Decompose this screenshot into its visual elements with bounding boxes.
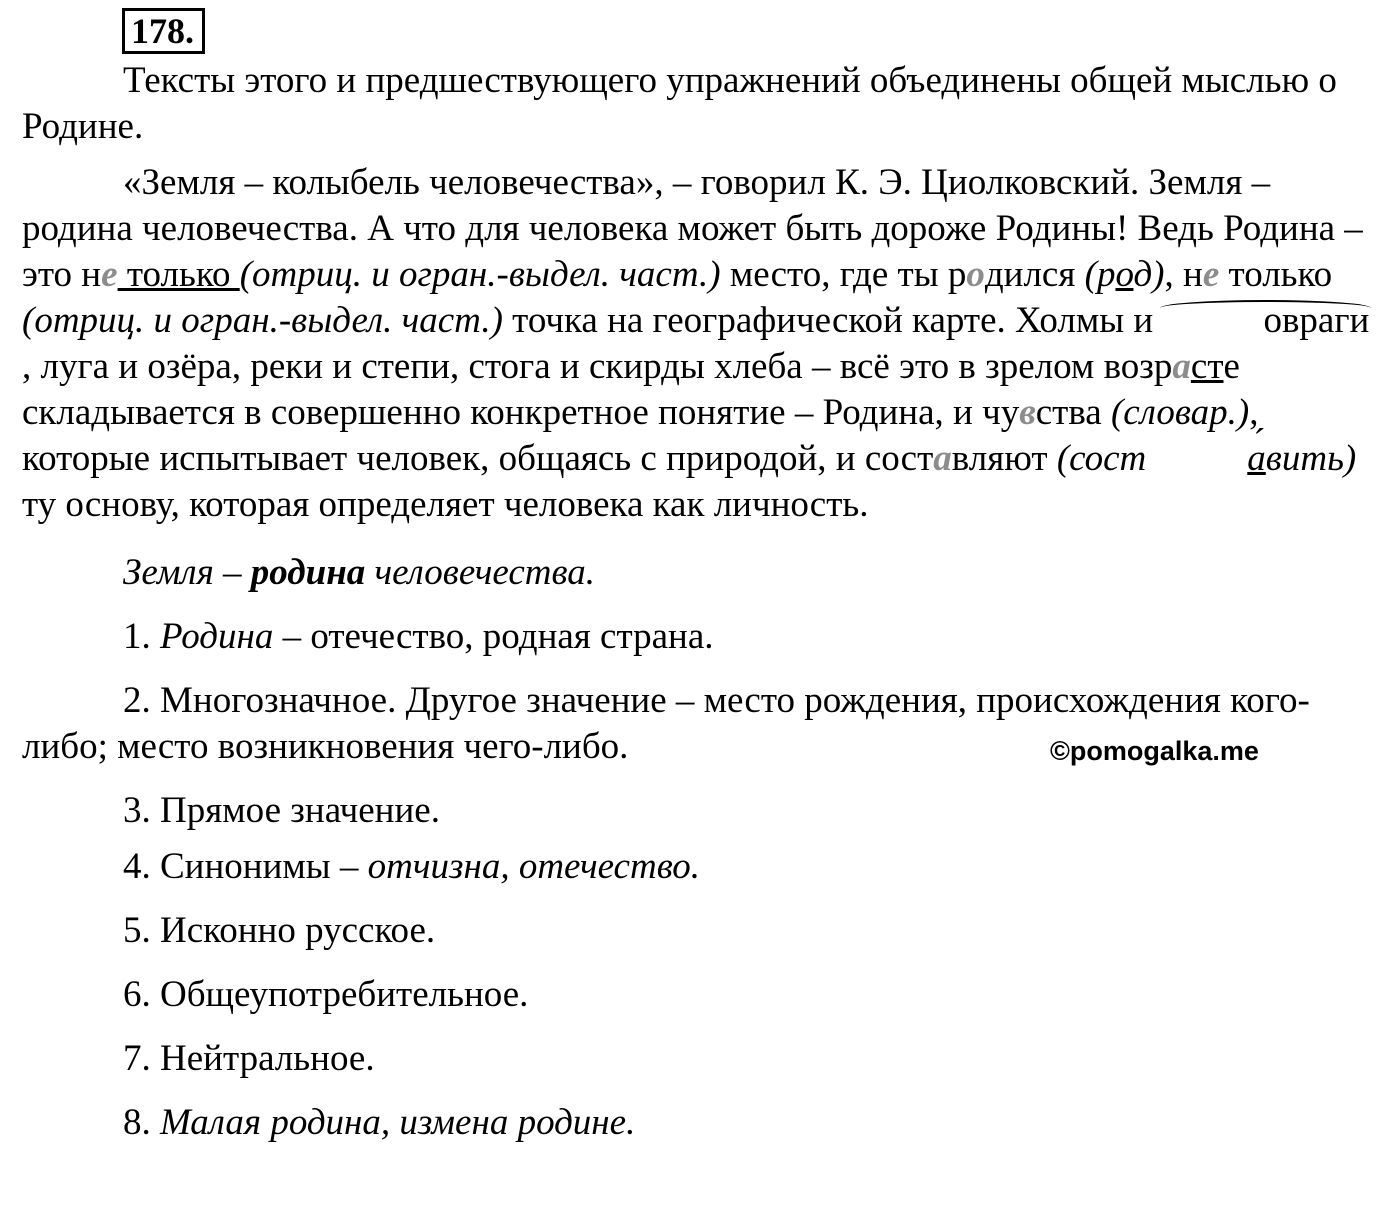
exercise-number: 178. — [122, 8, 205, 54]
main-text-paragraph — [22, 160, 1372, 528]
root-marked-word — [1162, 298, 1369, 344]
analysis-header — [22, 550, 1372, 596]
list-item: 2. Многозначное. Другое значение – место рождения, происхождения кого-либо; место возникновения чего-либо. — [22, 680, 1310, 767]
text-fragment: ства — [1035, 392, 1111, 433]
root-arc — [1160, 300, 1371, 316]
grammar-note — [1085, 254, 1165, 295]
grammar-note: (отриц. и огран.-выдел. част.) — [22, 300, 503, 341]
header-part: Земля – — [123, 552, 251, 593]
underlined-letters: ст — [1190, 346, 1224, 387]
text-fragment: только — [117, 254, 240, 295]
intro-paragraph: Тексты этого и предшествующего упражнений объединены общей мыслью о Родине. — [22, 60, 1337, 147]
inserted-vowel: о — [966, 254, 985, 295]
text-fragment: , н — [1164, 254, 1203, 295]
note-part: о — [1115, 254, 1134, 295]
note-part: (р — [1084, 254, 1116, 295]
header-part: человечества. — [365, 552, 596, 593]
grammar-note: (отриц. и огран.-выдел. част.) — [239, 254, 721, 295]
arc-word-text: овраги — [1263, 300, 1370, 341]
inserted-vowel: е — [1202, 254, 1220, 295]
list-item — [22, 1100, 1372, 1146]
item-number: 8. — [123, 1102, 160, 1143]
text-fragment: вляют — [951, 438, 1057, 479]
exercise-page — [22, 8, 1372, 1146]
note-part: д) — [1133, 254, 1165, 295]
note-part: а ´ — [1146, 436, 1266, 482]
text-fragment: , которые испытывает человек, общаясь с природой, и сост — [22, 392, 1259, 479]
list-item: 6. Общеупотребительное. — [123, 974, 529, 1015]
watermark: ©pomogalka.me — [1050, 736, 1259, 766]
inserted-vowel: а — [933, 438, 952, 479]
item-number: 1. — [123, 616, 160, 657]
item-synonyms: отчизна, отечество. — [367, 846, 701, 887]
text-fragment: только — [1219, 254, 1333, 295]
item-number: 4. Синонимы – — [123, 846, 368, 887]
analyzed-word: родина — [250, 552, 366, 593]
inserted-vowel: а — [1172, 346, 1191, 387]
list-item: 5. Исконно русское. — [123, 910, 436, 951]
item-term: Родина — [160, 616, 274, 657]
text-fragment: место, где ты р — [720, 254, 967, 295]
note-part: (сост — [1056, 438, 1147, 479]
text-fragment: точка на географической карте. Холмы и — [502, 300, 1163, 341]
text-fragment: е складывается в совершенно конкретное понятие – Родина, и чу — [22, 346, 1240, 433]
text-fragment: «Земля – колыбель человечества», – говорил К. Э. Циолковский. Земля – родина человечества. А что для человека может быть дороже Родины! Ведь Родина – это н — [22, 162, 1363, 295]
list-item — [22, 614, 1372, 660]
text-fragment: дился — [984, 254, 1085, 295]
inserted-vowel: е — [101, 254, 118, 295]
inserted-vowel: в — [1019, 392, 1036, 433]
item-phrases: Малая родина, измена родине. — [160, 1102, 636, 1143]
text-fragment: , луга и озёра, реки и степи, стога и скирды хлеба – всё это в зрелом возр — [22, 346, 1173, 387]
grammar-note: (словар.) — [1110, 392, 1250, 433]
list-item: 3. Прямое значение. — [123, 790, 440, 831]
list-item: 7. Нейтральное. — [123, 1038, 375, 1079]
grammar-note — [1057, 438, 1356, 479]
text-fragment: ту основу, которая определяет человека как личность. — [22, 484, 869, 525]
list-item — [22, 844, 1372, 890]
note-part: вить) — [1265, 438, 1357, 479]
item-text: – отечество, родная страна. — [273, 616, 714, 657]
